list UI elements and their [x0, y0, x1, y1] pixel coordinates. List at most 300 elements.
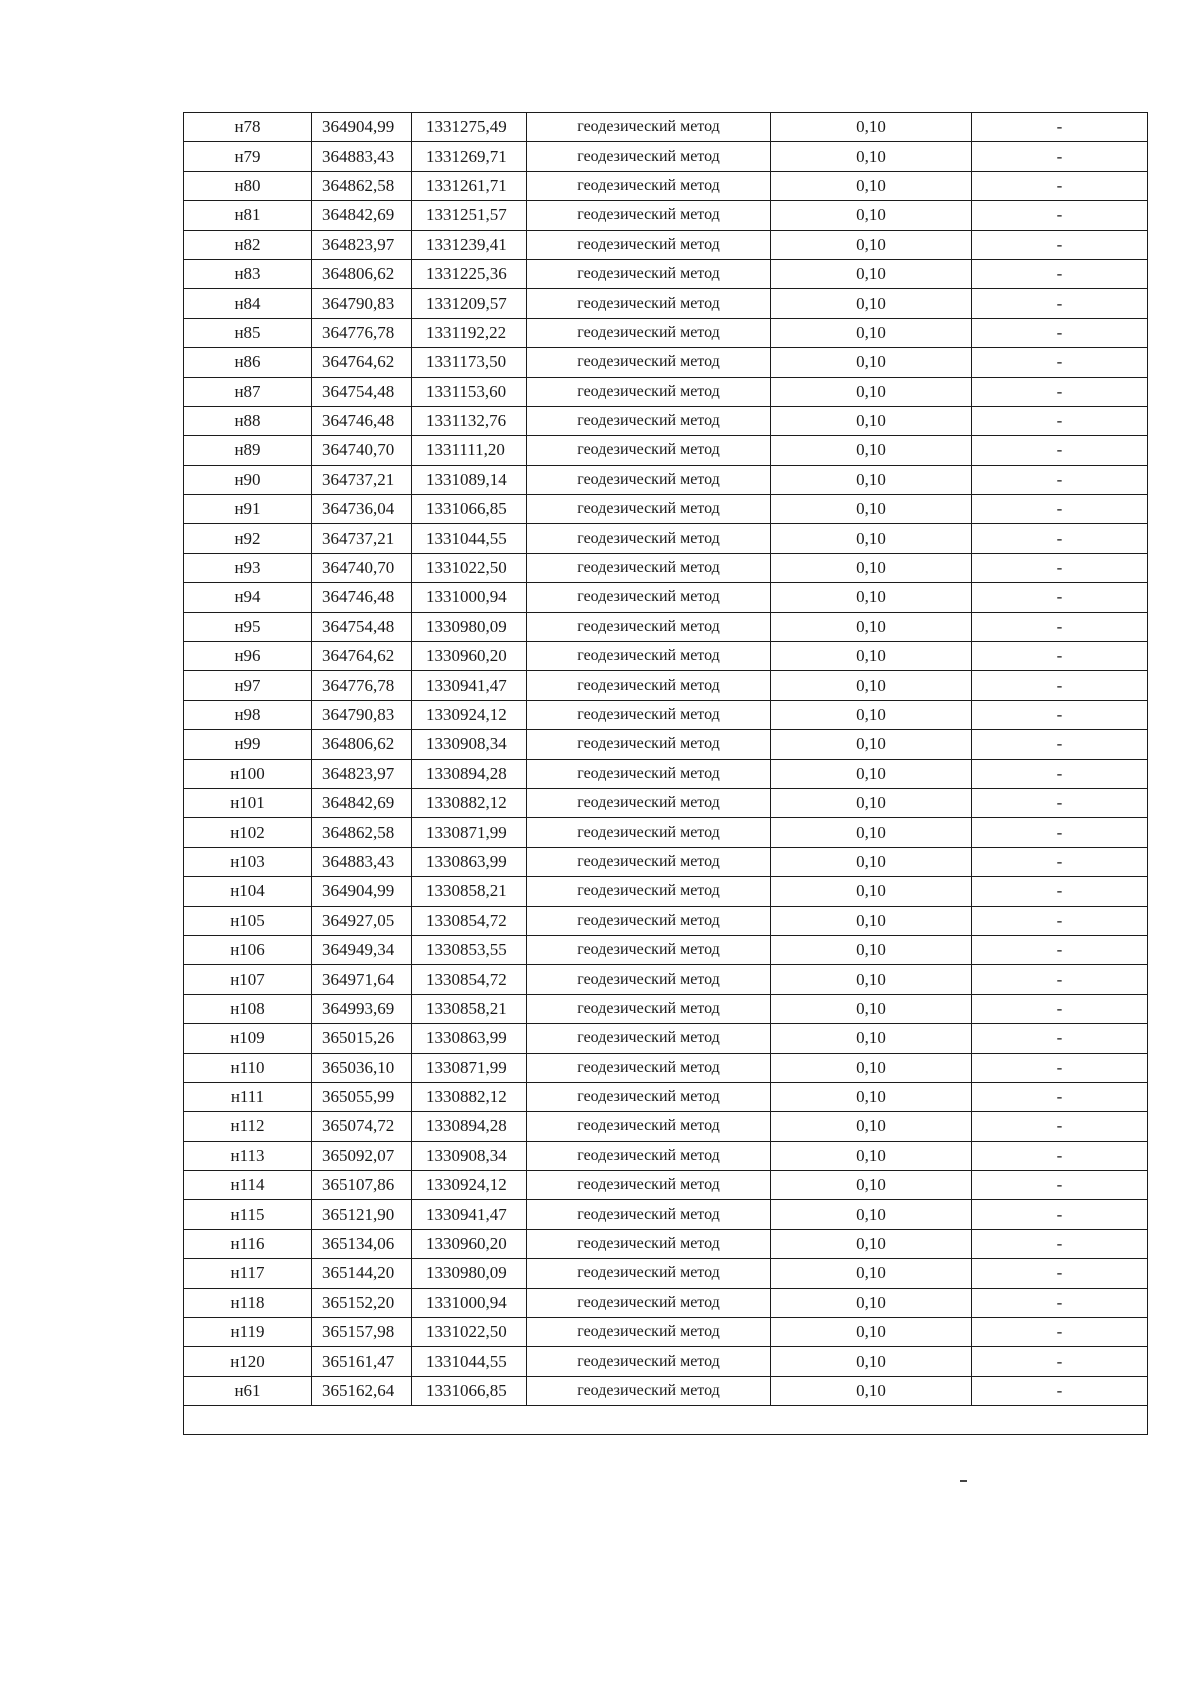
point-cell: н114: [184, 1171, 312, 1200]
table-row: [184, 377, 1148, 406]
point-cell: н93: [184, 553, 312, 582]
table-row: [184, 406, 1148, 435]
x-coordinate-cell: 364927,05: [312, 906, 412, 935]
point-cell: н109: [184, 1024, 312, 1053]
point-cell: н89: [184, 436, 312, 465]
table-row: [184, 642, 1148, 671]
method-cell: геодезический метод: [527, 935, 771, 964]
method-cell: геодезический метод: [527, 259, 771, 288]
point-cell: н111: [184, 1082, 312, 1111]
point-cell: н94: [184, 583, 312, 612]
note-cell: -: [972, 289, 1148, 318]
y-coordinate-cell: 1331089,14: [412, 465, 527, 494]
method-cell: геодезический метод: [527, 1229, 771, 1258]
note-cell: -: [972, 1053, 1148, 1082]
method-cell: геодезический метод: [527, 1200, 771, 1229]
note-cell: -: [972, 1082, 1148, 1111]
y-coordinate-cell: 1331275,49: [412, 113, 527, 142]
method-cell: геодезический метод: [527, 1112, 771, 1141]
x-coordinate-cell: 364806,62: [312, 259, 412, 288]
method-cell: геодезический метод: [527, 1024, 771, 1053]
accuracy-cell: 0,10: [771, 230, 972, 259]
x-coordinate-cell: 365074,72: [312, 1112, 412, 1141]
note-cell: -: [972, 818, 1148, 847]
point-cell: н118: [184, 1288, 312, 1317]
y-coordinate-cell: 1330941,47: [412, 1200, 527, 1229]
accuracy-cell: 0,10: [771, 465, 972, 494]
y-coordinate-cell: 1330854,72: [412, 906, 527, 935]
x-coordinate-cell: 364862,58: [312, 171, 412, 200]
y-coordinate-cell: 1330863,99: [412, 847, 527, 876]
note-cell: -: [972, 1347, 1148, 1376]
table-row: [184, 994, 1148, 1023]
table-row: [184, 1171, 1148, 1200]
method-cell: геодезический метод: [527, 818, 771, 847]
note-cell: -: [972, 1200, 1148, 1229]
note-cell: -: [972, 230, 1148, 259]
point-cell: н117: [184, 1259, 312, 1288]
x-coordinate-cell: 364746,48: [312, 406, 412, 435]
y-coordinate-cell: 1330960,20: [412, 642, 527, 671]
accuracy-cell: 0,10: [771, 259, 972, 288]
empty-cell: [184, 1406, 1148, 1435]
x-coordinate-cell: 364754,48: [312, 612, 412, 641]
accuracy-cell: 0,10: [771, 318, 972, 347]
y-coordinate-cell: 1331251,57: [412, 201, 527, 230]
x-coordinate-cell: 364737,21: [312, 465, 412, 494]
accuracy-cell: 0,10: [771, 965, 972, 994]
x-coordinate-cell: 365144,20: [312, 1259, 412, 1288]
point-cell: н83: [184, 259, 312, 288]
note-cell: -: [972, 700, 1148, 729]
x-coordinate-cell: 364971,64: [312, 965, 412, 994]
accuracy-cell: 0,10: [771, 495, 972, 524]
point-cell: н105: [184, 906, 312, 935]
y-coordinate-cell: 1331044,55: [412, 1347, 527, 1376]
method-cell: геодезический метод: [527, 1082, 771, 1111]
y-coordinate-cell: 1331044,55: [412, 524, 527, 553]
accuracy-cell: 0,10: [771, 583, 972, 612]
accuracy-cell: 0,10: [771, 1082, 972, 1111]
x-coordinate-cell: 364823,97: [312, 230, 412, 259]
table-row: [184, 1288, 1148, 1317]
note-cell: -: [972, 1024, 1148, 1053]
y-coordinate-cell: 1331209,57: [412, 289, 527, 318]
accuracy-cell: 0,10: [771, 553, 972, 582]
note-cell: -: [972, 1259, 1148, 1288]
table-row: [184, 906, 1148, 935]
note-cell: -: [972, 377, 1148, 406]
accuracy-cell: 0,10: [771, 142, 972, 171]
note-cell: -: [972, 1229, 1148, 1258]
point-cell: н81: [184, 201, 312, 230]
point-cell: н115: [184, 1200, 312, 1229]
table-row: [184, 1112, 1148, 1141]
accuracy-cell: 0,10: [771, 906, 972, 935]
method-cell: геодезический метод: [527, 965, 771, 994]
table-row: [184, 348, 1148, 377]
accuracy-cell: 0,10: [771, 1259, 972, 1288]
accuracy-cell: 0,10: [771, 788, 972, 817]
point-cell: н119: [184, 1318, 312, 1347]
accuracy-cell: 0,10: [771, 730, 972, 759]
y-coordinate-cell: 1330894,28: [412, 759, 527, 788]
note-cell: -: [972, 1288, 1148, 1317]
accuracy-cell: 0,10: [771, 524, 972, 553]
accuracy-cell: 0,10: [771, 1347, 972, 1376]
note-cell: -: [972, 495, 1148, 524]
method-cell: геодезический метод: [527, 1141, 771, 1170]
point-cell: н80: [184, 171, 312, 200]
method-cell: геодезический метод: [527, 406, 771, 435]
table-row: [184, 553, 1148, 582]
method-cell: геодезический метод: [527, 1347, 771, 1376]
y-coordinate-cell: 1330882,12: [412, 788, 527, 817]
x-coordinate-cell: 364842,69: [312, 201, 412, 230]
x-coordinate-cell: 364736,04: [312, 495, 412, 524]
table-row: [184, 495, 1148, 524]
table-row: [184, 700, 1148, 729]
accuracy-cell: 0,10: [771, 1024, 972, 1053]
method-cell: геодезический метод: [527, 877, 771, 906]
y-coordinate-cell: 1330871,99: [412, 818, 527, 847]
note-cell: -: [972, 1376, 1148, 1405]
x-coordinate-cell: 364806,62: [312, 730, 412, 759]
accuracy-cell: 0,10: [771, 877, 972, 906]
note-cell: -: [972, 436, 1148, 465]
table-row: [184, 1024, 1148, 1053]
point-cell: н96: [184, 642, 312, 671]
x-coordinate-cell: 365015,26: [312, 1024, 412, 1053]
x-coordinate-cell: 364823,97: [312, 759, 412, 788]
note-cell: -: [972, 201, 1148, 230]
table-row: [184, 289, 1148, 318]
method-cell: геодезический метод: [527, 994, 771, 1023]
table-row: [184, 1200, 1148, 1229]
point-cell: н103: [184, 847, 312, 876]
point-cell: н95: [184, 612, 312, 641]
table-row: [184, 201, 1148, 230]
point-cell: н61: [184, 1376, 312, 1405]
x-coordinate-cell: 364949,34: [312, 935, 412, 964]
method-cell: геодезический метод: [527, 1288, 771, 1317]
y-coordinate-cell: 1331239,41: [412, 230, 527, 259]
point-cell: н120: [184, 1347, 312, 1376]
table-row: [184, 1229, 1148, 1258]
accuracy-cell: 0,10: [771, 1171, 972, 1200]
note-cell: -: [972, 906, 1148, 935]
x-coordinate-cell: 365161,47: [312, 1347, 412, 1376]
point-cell: н86: [184, 348, 312, 377]
table-row: [184, 847, 1148, 876]
note-cell: -: [972, 1318, 1148, 1347]
note-cell: -: [972, 465, 1148, 494]
x-coordinate-cell: 365107,86: [312, 1171, 412, 1200]
method-cell: геодезический метод: [527, 1053, 771, 1082]
note-cell: -: [972, 935, 1148, 964]
table-row: [184, 318, 1148, 347]
accuracy-cell: 0,10: [771, 1318, 972, 1347]
point-cell: н102: [184, 818, 312, 847]
x-coordinate-cell: 364790,83: [312, 700, 412, 729]
table-row: [184, 1318, 1148, 1347]
y-coordinate-cell: 1331153,60: [412, 377, 527, 406]
accuracy-cell: 0,10: [771, 818, 972, 847]
x-coordinate-cell: 364904,99: [312, 113, 412, 142]
y-coordinate-cell: 1330960,20: [412, 1229, 527, 1258]
note-cell: -: [972, 1171, 1148, 1200]
method-cell: геодезический метод: [527, 524, 771, 553]
point-cell: н101: [184, 788, 312, 817]
method-cell: геодезический метод: [527, 113, 771, 142]
y-coordinate-cell: 1331066,85: [412, 495, 527, 524]
x-coordinate-cell: 364737,21: [312, 524, 412, 553]
x-coordinate-cell: 365036,10: [312, 1053, 412, 1082]
x-coordinate-cell: 364764,62: [312, 642, 412, 671]
point-cell: н112: [184, 1112, 312, 1141]
accuracy-cell: 0,10: [771, 171, 972, 200]
method-cell: геодезический метод: [527, 759, 771, 788]
method-cell: геодезический метод: [527, 1259, 771, 1288]
method-cell: геодезический метод: [527, 1318, 771, 1347]
table-row: [184, 612, 1148, 641]
note-cell: -: [972, 877, 1148, 906]
y-coordinate-cell: 1330924,12: [412, 700, 527, 729]
coordinates-table: [183, 112, 1148, 1435]
method-cell: геодезический метод: [527, 495, 771, 524]
point-cell: н79: [184, 142, 312, 171]
note-cell: -: [972, 318, 1148, 347]
method-cell: геодезический метод: [527, 671, 771, 700]
y-coordinate-cell: 1331111,20: [412, 436, 527, 465]
note-cell: -: [972, 730, 1148, 759]
x-coordinate-cell: 364776,78: [312, 671, 412, 700]
table-row: [184, 1053, 1148, 1082]
method-cell: геодезический метод: [527, 906, 771, 935]
table-row: [184, 1082, 1148, 1111]
x-coordinate-cell: 365134,06: [312, 1229, 412, 1258]
point-cell: н92: [184, 524, 312, 553]
method-cell: геодезический метод: [527, 230, 771, 259]
method-cell: геодезический метод: [527, 318, 771, 347]
accuracy-cell: 0,10: [771, 1376, 972, 1405]
method-cell: геодезический метод: [527, 201, 771, 230]
point-cell: н90: [184, 465, 312, 494]
point-cell: н99: [184, 730, 312, 759]
note-cell: -: [972, 259, 1148, 288]
x-coordinate-cell: 365152,20: [312, 1288, 412, 1317]
y-coordinate-cell: 1330894,28: [412, 1112, 527, 1141]
point-cell: н100: [184, 759, 312, 788]
note-cell: -: [972, 142, 1148, 171]
table-row: [184, 1347, 1148, 1376]
note-cell: -: [972, 171, 1148, 200]
y-coordinate-cell: 1330924,12: [412, 1171, 527, 1200]
note-cell: -: [972, 671, 1148, 700]
y-coordinate-cell: 1331269,71: [412, 142, 527, 171]
method-cell: геодезический метод: [527, 142, 771, 171]
accuracy-cell: 0,10: [771, 759, 972, 788]
method-cell: геодезический метод: [527, 553, 771, 582]
accuracy-cell: 0,10: [771, 1229, 972, 1258]
note-cell: -: [972, 1112, 1148, 1141]
method-cell: геодезический метод: [527, 1171, 771, 1200]
point-cell: н107: [184, 965, 312, 994]
x-coordinate-cell: 364746,48: [312, 583, 412, 612]
accuracy-cell: 0,10: [771, 994, 972, 1023]
note-cell: -: [972, 1141, 1148, 1170]
empty-table-row: [184, 1406, 1148, 1435]
x-coordinate-cell: 364904,99: [312, 877, 412, 906]
x-coordinate-cell: 365162,64: [312, 1376, 412, 1405]
table-row: [184, 877, 1148, 906]
accuracy-cell: 0,10: [771, 642, 972, 671]
y-coordinate-cell: 1330853,55: [412, 935, 527, 964]
y-coordinate-cell: 1331000,94: [412, 583, 527, 612]
table-row: [184, 818, 1148, 847]
point-cell: н104: [184, 877, 312, 906]
table-row: [184, 465, 1148, 494]
table-row: [184, 1376, 1148, 1405]
method-cell: геодезический метод: [527, 377, 771, 406]
x-coordinate-cell: 364776,78: [312, 318, 412, 347]
accuracy-cell: 0,10: [771, 113, 972, 142]
method-cell: геодезический метод: [527, 1376, 771, 1405]
method-cell: геодезический метод: [527, 730, 771, 759]
method-cell: геодезический метод: [527, 700, 771, 729]
y-coordinate-cell: 1331173,50: [412, 348, 527, 377]
table-row: [184, 730, 1148, 759]
table-row: [184, 759, 1148, 788]
table-row: [184, 259, 1148, 288]
note-cell: -: [972, 583, 1148, 612]
note-cell: -: [972, 113, 1148, 142]
note-cell: -: [972, 348, 1148, 377]
method-cell: геодезический метод: [527, 642, 771, 671]
point-cell: н116: [184, 1229, 312, 1258]
x-coordinate-cell: 365055,99: [312, 1082, 412, 1111]
note-cell: -: [972, 759, 1148, 788]
y-coordinate-cell: 1330863,99: [412, 1024, 527, 1053]
x-coordinate-cell: 364862,58: [312, 818, 412, 847]
x-coordinate-cell: 364883,43: [312, 142, 412, 171]
table-row: [184, 171, 1148, 200]
method-cell: геодезический метод: [527, 348, 771, 377]
point-cell: н82: [184, 230, 312, 259]
accuracy-cell: 0,10: [771, 1053, 972, 1082]
table-row: [184, 142, 1148, 171]
x-coordinate-cell: 364993,69: [312, 994, 412, 1023]
note-cell: -: [972, 788, 1148, 817]
table-row: [184, 583, 1148, 612]
y-coordinate-cell: 1331225,36: [412, 259, 527, 288]
point-cell: н98: [184, 700, 312, 729]
x-coordinate-cell: 364790,83: [312, 289, 412, 318]
note-cell: -: [972, 406, 1148, 435]
point-cell: н91: [184, 495, 312, 524]
table-row: [184, 230, 1148, 259]
point-cell: н84: [184, 289, 312, 318]
note-cell: -: [972, 965, 1148, 994]
accuracy-cell: 0,10: [771, 700, 972, 729]
accuracy-cell: 0,10: [771, 348, 972, 377]
note-cell: -: [972, 612, 1148, 641]
y-coordinate-cell: 1331192,22: [412, 318, 527, 347]
y-coordinate-cell: 1331132,76: [412, 406, 527, 435]
accuracy-cell: 0,10: [771, 1288, 972, 1317]
accuracy-cell: 0,10: [771, 436, 972, 465]
method-cell: геодезический метод: [527, 289, 771, 318]
y-coordinate-cell: 1330980,09: [412, 1259, 527, 1288]
y-coordinate-cell: 1330908,34: [412, 1141, 527, 1170]
table-row: [184, 1259, 1148, 1288]
point-cell: н106: [184, 935, 312, 964]
point-cell: н113: [184, 1141, 312, 1170]
y-coordinate-cell: 1330941,47: [412, 671, 527, 700]
table-row: [184, 671, 1148, 700]
table-row: [184, 965, 1148, 994]
y-coordinate-cell: 1330980,09: [412, 612, 527, 641]
point-cell: н87: [184, 377, 312, 406]
x-coordinate-cell: 364740,70: [312, 436, 412, 465]
accuracy-cell: 0,10: [771, 935, 972, 964]
point-cell: н110: [184, 1053, 312, 1082]
coordinates-table-body: [184, 113, 1148, 1435]
accuracy-cell: 0,10: [771, 377, 972, 406]
y-coordinate-cell: 1331000,94: [412, 1288, 527, 1317]
y-coordinate-cell: 1330871,99: [412, 1053, 527, 1082]
table-row: [184, 1141, 1148, 1170]
table-row: [184, 524, 1148, 553]
y-coordinate-cell: 1330908,34: [412, 730, 527, 759]
y-coordinate-cell: 1330882,12: [412, 1082, 527, 1111]
y-coordinate-cell: 1331022,50: [412, 553, 527, 582]
scan-artifact-mark: [960, 1480, 967, 1482]
note-cell: -: [972, 847, 1148, 876]
accuracy-cell: 0,10: [771, 1141, 972, 1170]
note-cell: -: [972, 994, 1148, 1023]
method-cell: геодезический метод: [527, 583, 771, 612]
method-cell: геодезический метод: [527, 436, 771, 465]
method-cell: геодезический метод: [527, 465, 771, 494]
accuracy-cell: 0,10: [771, 406, 972, 435]
accuracy-cell: 0,10: [771, 201, 972, 230]
accuracy-cell: 0,10: [771, 847, 972, 876]
x-coordinate-cell: 364754,48: [312, 377, 412, 406]
x-coordinate-cell: 364883,43: [312, 847, 412, 876]
point-cell: н85: [184, 318, 312, 347]
method-cell: геодезический метод: [527, 171, 771, 200]
x-coordinate-cell: 365121,90: [312, 1200, 412, 1229]
y-coordinate-cell: 1331066,85: [412, 1376, 527, 1405]
y-coordinate-cell: 1331261,71: [412, 171, 527, 200]
table-row: [184, 788, 1148, 817]
x-coordinate-cell: 365157,98: [312, 1318, 412, 1347]
table-row: [184, 436, 1148, 465]
point-cell: н78: [184, 113, 312, 142]
accuracy-cell: 0,10: [771, 612, 972, 641]
accuracy-cell: 0,10: [771, 1200, 972, 1229]
x-coordinate-cell: 364842,69: [312, 788, 412, 817]
method-cell: геодезический метод: [527, 847, 771, 876]
x-coordinate-cell: 364764,62: [312, 348, 412, 377]
y-coordinate-cell: 1330858,21: [412, 994, 527, 1023]
note-cell: -: [972, 553, 1148, 582]
point-cell: н108: [184, 994, 312, 1023]
note-cell: -: [972, 642, 1148, 671]
x-coordinate-cell: 365092,07: [312, 1141, 412, 1170]
method-cell: геодезический метод: [527, 788, 771, 817]
